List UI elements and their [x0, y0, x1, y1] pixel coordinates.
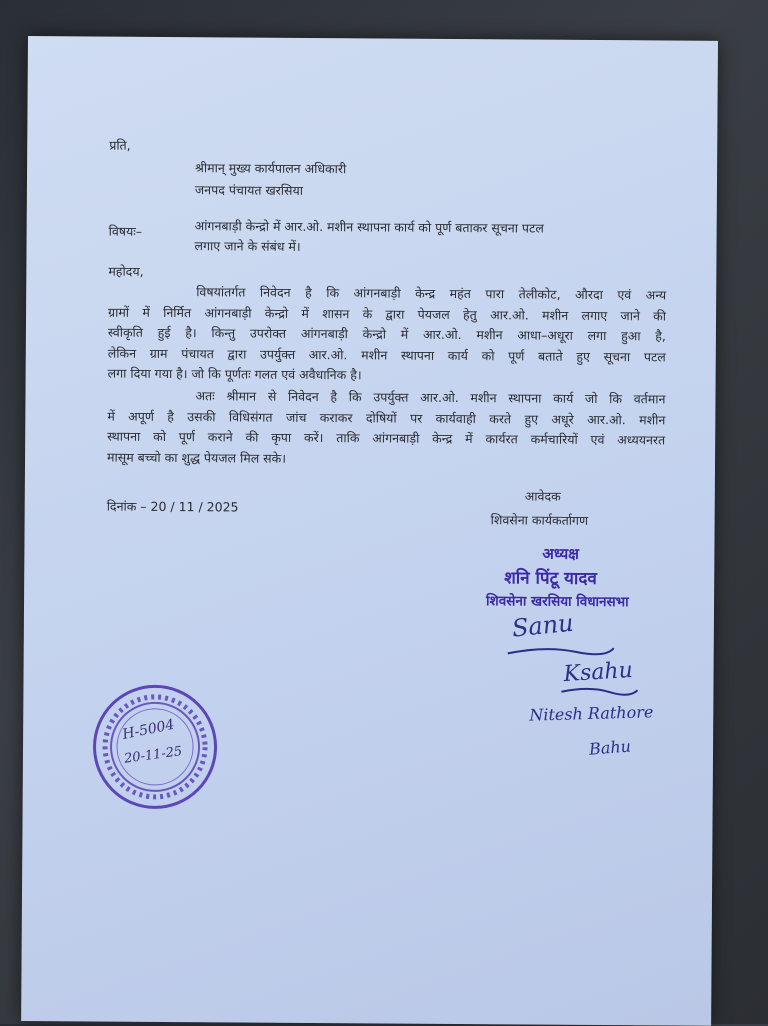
paragraph-2: [107, 386, 666, 472]
salutation-to: प्रति,: [109, 137, 131, 153]
para1-line: लगा दिया गया है। जो कि पूर्णतः गलत एवं अवैधानिक है।: [107, 365, 362, 383]
handwritten-name: Nitesh Rathore: [529, 702, 654, 725]
para1-line: स्वीकृति हुई है। किन्तु उपरोक्त आंगनबाड़ी केन्द्रो में आर.ओ. मशीन आधा–अधूरा लगा हुआ है,: [107, 324, 666, 344]
subject-label: विषयः–: [108, 223, 143, 239]
paragraph-1: [108, 282, 667, 388]
signature-2-underline-icon: [559, 684, 639, 699]
applicant-label: आवेदक: [524, 488, 561, 504]
signature-1: Sanu: [510, 608, 575, 643]
para2-line: में अपूर्ण है उसकी विधिसंगत जांच कराकर दोषियों पर कार्यवाही करते हुए अधूरे आर.ओ. मशीन: [107, 408, 666, 427]
seal-received-number: H-5004: [121, 716, 176, 743]
stamp-title: अध्यक्ष: [542, 544, 580, 563]
greeting: महोदय,: [108, 263, 144, 279]
subject-line-1: आंगनबाड़ी केन्द्रो में आर.ओ. मशीन स्थापना कार्य को पूर्ण बताकर सूचना पटल: [194, 218, 544, 236]
subject-line-2: लगाए जाने के संबंध में।: [194, 238, 301, 254]
signature-underline-icon: [506, 639, 616, 660]
recipient-line-2: जनपद पंचायत खरसिया: [194, 182, 304, 198]
receipt-seal-icon: [93, 684, 218, 809]
para2-line: स्थापना को पूर्ण कराने की कृपा करें। ताकि आंगनबाड़ी केन्द्र में कार्यरत कर्मचारियों एवं अध्ययनरत: [107, 428, 666, 448]
stamp-name: शनि पिंटू यादव: [504, 568, 597, 589]
signature-3: Bahu: [588, 736, 632, 759]
signature-2: Ksahu: [562, 657, 634, 688]
recipient-line-1: श्रीमान् मुख्य कार्यपालन अधिकारी: [195, 160, 347, 177]
letter-paper: [21, 36, 718, 1026]
para1-line: लेकिन ग्राम पंचायत द्वारा उपर्युक्त आर.ओ. मशीन स्थापना कार्य को पूर्ण बताते हुए सूचना पटल: [107, 345, 666, 364]
seal-received-date: 20-11-25: [123, 744, 184, 767]
para2-line: अतः श्रीमान से निवेदन है कि उपर्युक्त आर.ओ. मशीन स्थापना कार्य जो कि वर्तमान: [195, 388, 666, 407]
date-line: दिनांक – 20 / 11 / 2025: [106, 498, 239, 515]
stamp-org: शिवसेना खरसिया विधानसभा: [486, 593, 629, 611]
applicant-org: शिवसेना कार्यकर्तागण: [490, 512, 589, 528]
para1-line: विषयांतर्गत निवेदन है कि आंगनबाड़ी केन्द्र महंत पारा तेलीकोट, औरदा एवं अन्य: [196, 284, 667, 303]
para2-line: मासूम बच्चो का शुद्ध पेयजल मिल सके।: [107, 449, 287, 466]
para1-line: ग्रामों में निर्मित आंगनबाड़ी केन्द्रो में शासन के द्वारा पेयजल हेतु आर.ओ. मशीन लगाए जाने की: [108, 304, 667, 323]
